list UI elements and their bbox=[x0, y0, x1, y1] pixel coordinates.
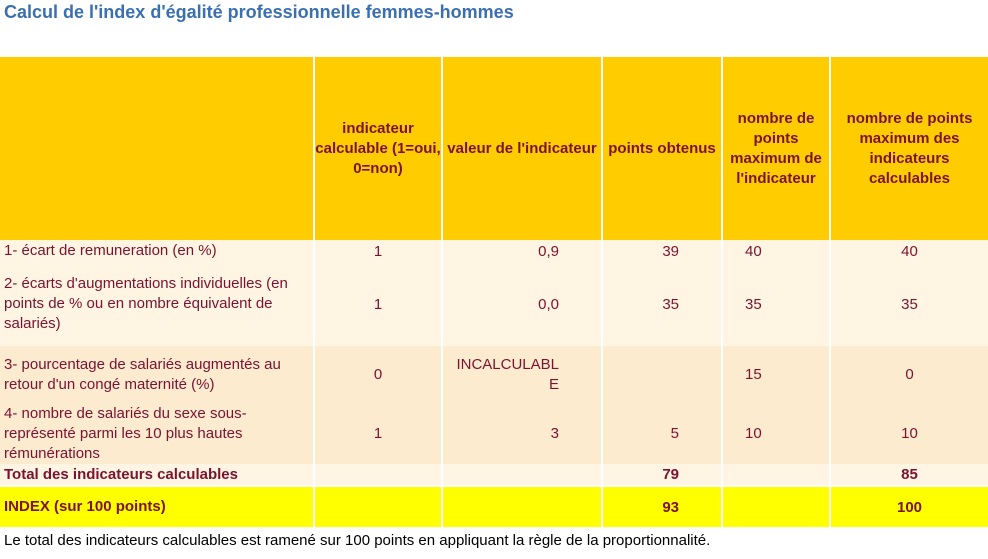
index-max bbox=[722, 486, 830, 527]
total-points: 79 bbox=[602, 464, 722, 486]
cell-points bbox=[602, 346, 722, 403]
cell-calculable: 1 bbox=[314, 240, 442, 262]
total-max bbox=[722, 464, 830, 486]
page-title: Calcul de l'index d'égalité professionnelle femmes-hommes bbox=[4, 2, 514, 22]
cell-max: 10 bbox=[722, 403, 830, 464]
index-valeur bbox=[442, 486, 602, 527]
cell-valeur-text: INCALCULABLE bbox=[456, 355, 559, 393]
index-label: INDEX (sur 100 points) bbox=[0, 486, 314, 527]
row-label: 3- pourcentage de salariés augmentés au retour d'un congé maternité (%) bbox=[0, 346, 314, 403]
cell-points: 35 bbox=[602, 262, 722, 346]
cell-calculable: 1 bbox=[314, 403, 442, 464]
cell-valeur bbox=[442, 346, 602, 403]
table-row bbox=[0, 403, 988, 464]
total-label: Total des indicateurs calculables bbox=[0, 464, 314, 486]
index-calculable bbox=[314, 486, 442, 527]
cell-calculable: 0 bbox=[314, 346, 442, 403]
index-row bbox=[0, 486, 988, 527]
cell-valeur: 0,0 bbox=[442, 262, 602, 346]
table-row bbox=[0, 240, 988, 262]
index-points: 93 bbox=[602, 486, 722, 527]
cell-max-calc: 0 bbox=[830, 346, 988, 403]
total-max-calc: 85 bbox=[830, 464, 988, 486]
table-header bbox=[0, 57, 988, 240]
total-calculable bbox=[314, 464, 442, 486]
cell-valeur: 3 bbox=[442, 403, 602, 464]
footnote: Le total des indicateurs calculables est ramené sur 100 points en appliquant la règle de la proportionnalité. bbox=[4, 532, 711, 549]
cell-points: 5 bbox=[602, 403, 722, 464]
header-max: nombre de points maximum de l'indicateur bbox=[722, 57, 830, 240]
row-label: 2- écarts d'augmentations individuelles (en points de % ou en nombre équivalent de salariés) bbox=[0, 262, 314, 346]
header-points: points obtenus bbox=[602, 57, 722, 240]
header-valeur: valeur de l'indicateur bbox=[442, 57, 602, 240]
header-max-calc: nombre de points maximum des indicateurs calculables bbox=[830, 57, 988, 240]
cell-max: 35 bbox=[722, 262, 830, 346]
cell-max: 15 bbox=[722, 346, 830, 403]
cell-max-calc: 10 bbox=[830, 403, 988, 464]
row-label: 4- nombre de salariés du sexe sous-représenté parmi les 10 plus hautes rémunérations bbox=[0, 403, 314, 464]
table-row bbox=[0, 346, 988, 403]
cell-max-calc: 35 bbox=[830, 262, 988, 346]
cell-max: 40 bbox=[722, 240, 830, 262]
cell-valeur: 0,9 bbox=[442, 240, 602, 262]
cell-calculable: 1 bbox=[314, 262, 442, 346]
cell-points: 39 bbox=[602, 240, 722, 262]
header-label bbox=[0, 57, 314, 240]
cell-max-calc: 40 bbox=[830, 240, 988, 262]
total-valeur bbox=[442, 464, 602, 486]
index-table bbox=[0, 57, 988, 527]
index-max-calc: 100 bbox=[830, 486, 988, 527]
header-calculable: indicateur calculable (1=oui, 0=non) bbox=[314, 57, 442, 240]
total-row bbox=[0, 464, 988, 486]
table-row bbox=[0, 262, 988, 346]
row-label: 1- écart de remuneration (en %) bbox=[0, 240, 314, 262]
